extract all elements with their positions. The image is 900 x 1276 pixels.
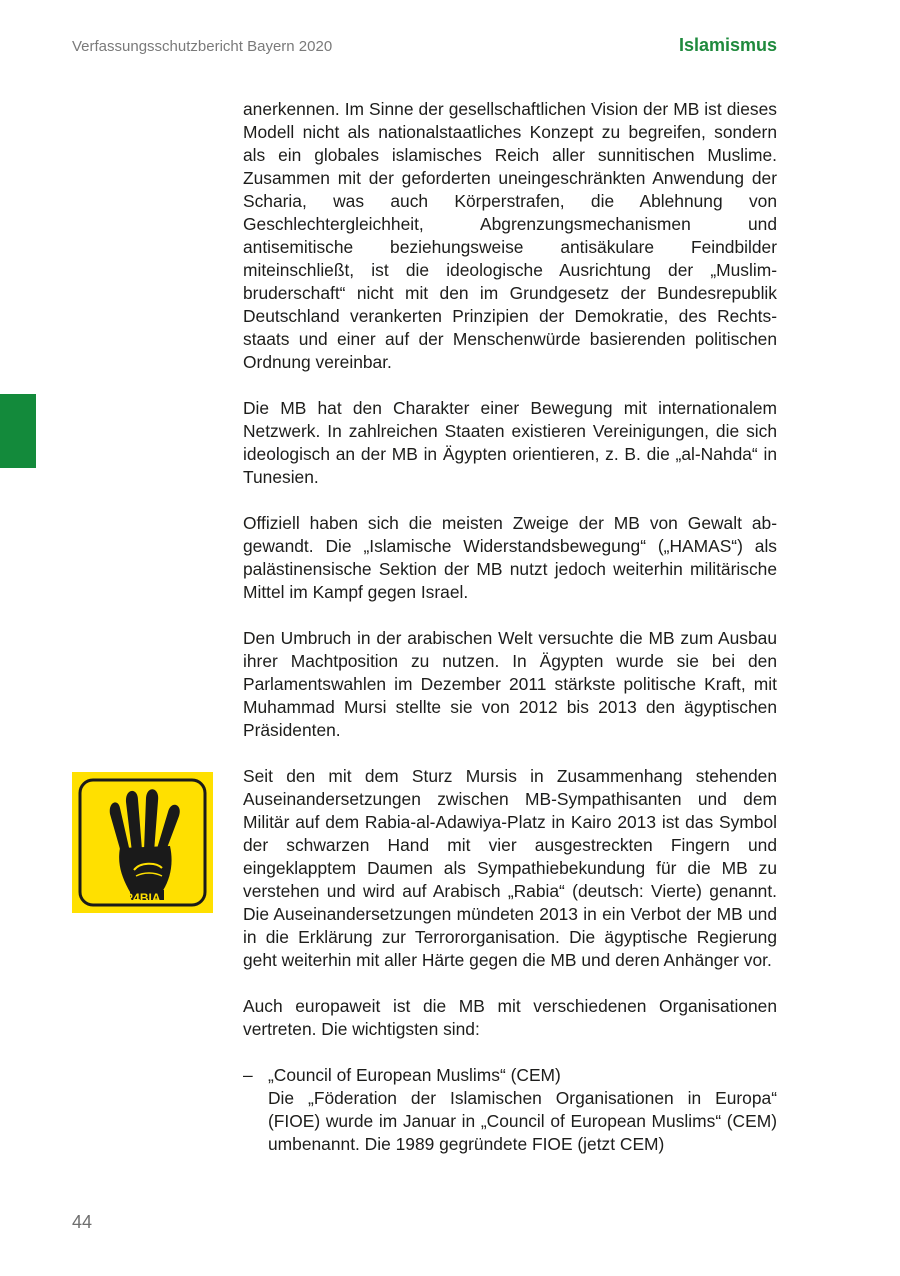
paragraph-rabia: Seit den mit dem Sturz Mursis in Zusammenhang stehenden Auseinandersetzungen zwischen MB-Sympathisanten und dem Militär auf dem Rabia-al-Adawiya-Platz in Kairo 2013 ist das Symbol der schwarzen Hand mit vier ausgestreckten Fingern und eingeklapptem Daumen als Sympathiebekundung für die MB zu verstehen und wird auf Arabisch „Rabia“ (deutsch: Vierte) genannt. Die Auseinandersetzungen mündeten 2013 in ein Verbot der MB und in die Erklärung zur Terrororganisation. Die ägyptische Regierung geht weiterhin mit aller Härte gegen die MB und deren Anhänger vor. [243,766,777,970]
list-dash: – [243,1065,253,1085]
paragraph-egypt: Den Umbruch in der arabischen Welt versuchte die MB zum Ausbau ihrer Machtposition zu nutzen. In Ägypten wurde sie bei den Parlamentswahlen im Dezember 2011 stärkste politische Kraft, mit Muhammad Mursi stellte sie von 2012 bis 2013 den ägyptischen Präsidenten. [243,628,777,740]
rabia-label: R4BIA [124,891,161,905]
paragraph-violence: Offiziell haben sich die meisten Zweige der MB von Gewalt abgewandt. Die „Islamische Widerstandsbewegung“ („HAMAS“) als palästinensische Sektion der MB nutzt jedoch weiterhin militärische Mittel im Kampf gegen Israel. [243,513,777,602]
paragraph-ideology: anerkennen. Im Sinne der gesellschaftlichen Vision der MB ist dieses Modell nicht als nationalstaatliches Konzept zu begreifen, sondern als ein globales islamisches Reich aller sunnitischen Muslime. Zusammen mit der geforderten uneingeschränkten Anwendung der Scharia, was auch Körperstrafen, die Ablehnung von Geschlechtergleichheit, Abgrenzungsmechanismen und antisemitische beziehungsweise antisäkulare Feindbilder miteinschließt, ist die ideologische Ausrichtung der „Muslimbruderschaft“ nicht mit den im Grundgesetz der Bundesrepublik Deutschland verankerten Prinzipien der Demokratie, des Rechtsstaats und einer auf der Menschenwürde basierenden politischen Ordnung vereinbar. [243,99,777,372]
page-number: 44 [72,1212,93,1232]
paragraph-europe: Auch europaweit ist die MB mit verschiedenen Organisationen vertreten. Die wichtigsten sind: [243,996,777,1039]
section-tab-marker [0,394,36,468]
list-item-text: Die „Föderation der Islamischen Organisationen in Europa“ (FIOE) wurde im Januar in „Council of European Muslims“ (CEM) umbenannt. Die 1989 gegründete FIOE (jetzt CEM) [268,1088,777,1154]
rabia-hand-svg [72,772,213,913]
list-item [243,1064,777,1156]
list-item-title: „Council of European Muslims“ (CEM) [268,1065,561,1085]
main-text-column [243,98,777,1156]
running-head-section: Islamismus [678,35,777,55]
paragraph-network: Die MB hat den Charakter einer Bewegung mit internationalem Netzwerk. In zahlreichen Staaten existieren Vereinigungen, die sich ideologisch an der MB in Ägypten orientieren, z. B. die „al-Nahda“ in Tunesien. [243,398,777,487]
organisation-list [243,1064,777,1156]
rabia-hand-icon [72,772,213,913]
running-head-publication: Verfassungsschutzbericht Bayern 2020 [72,38,333,55]
